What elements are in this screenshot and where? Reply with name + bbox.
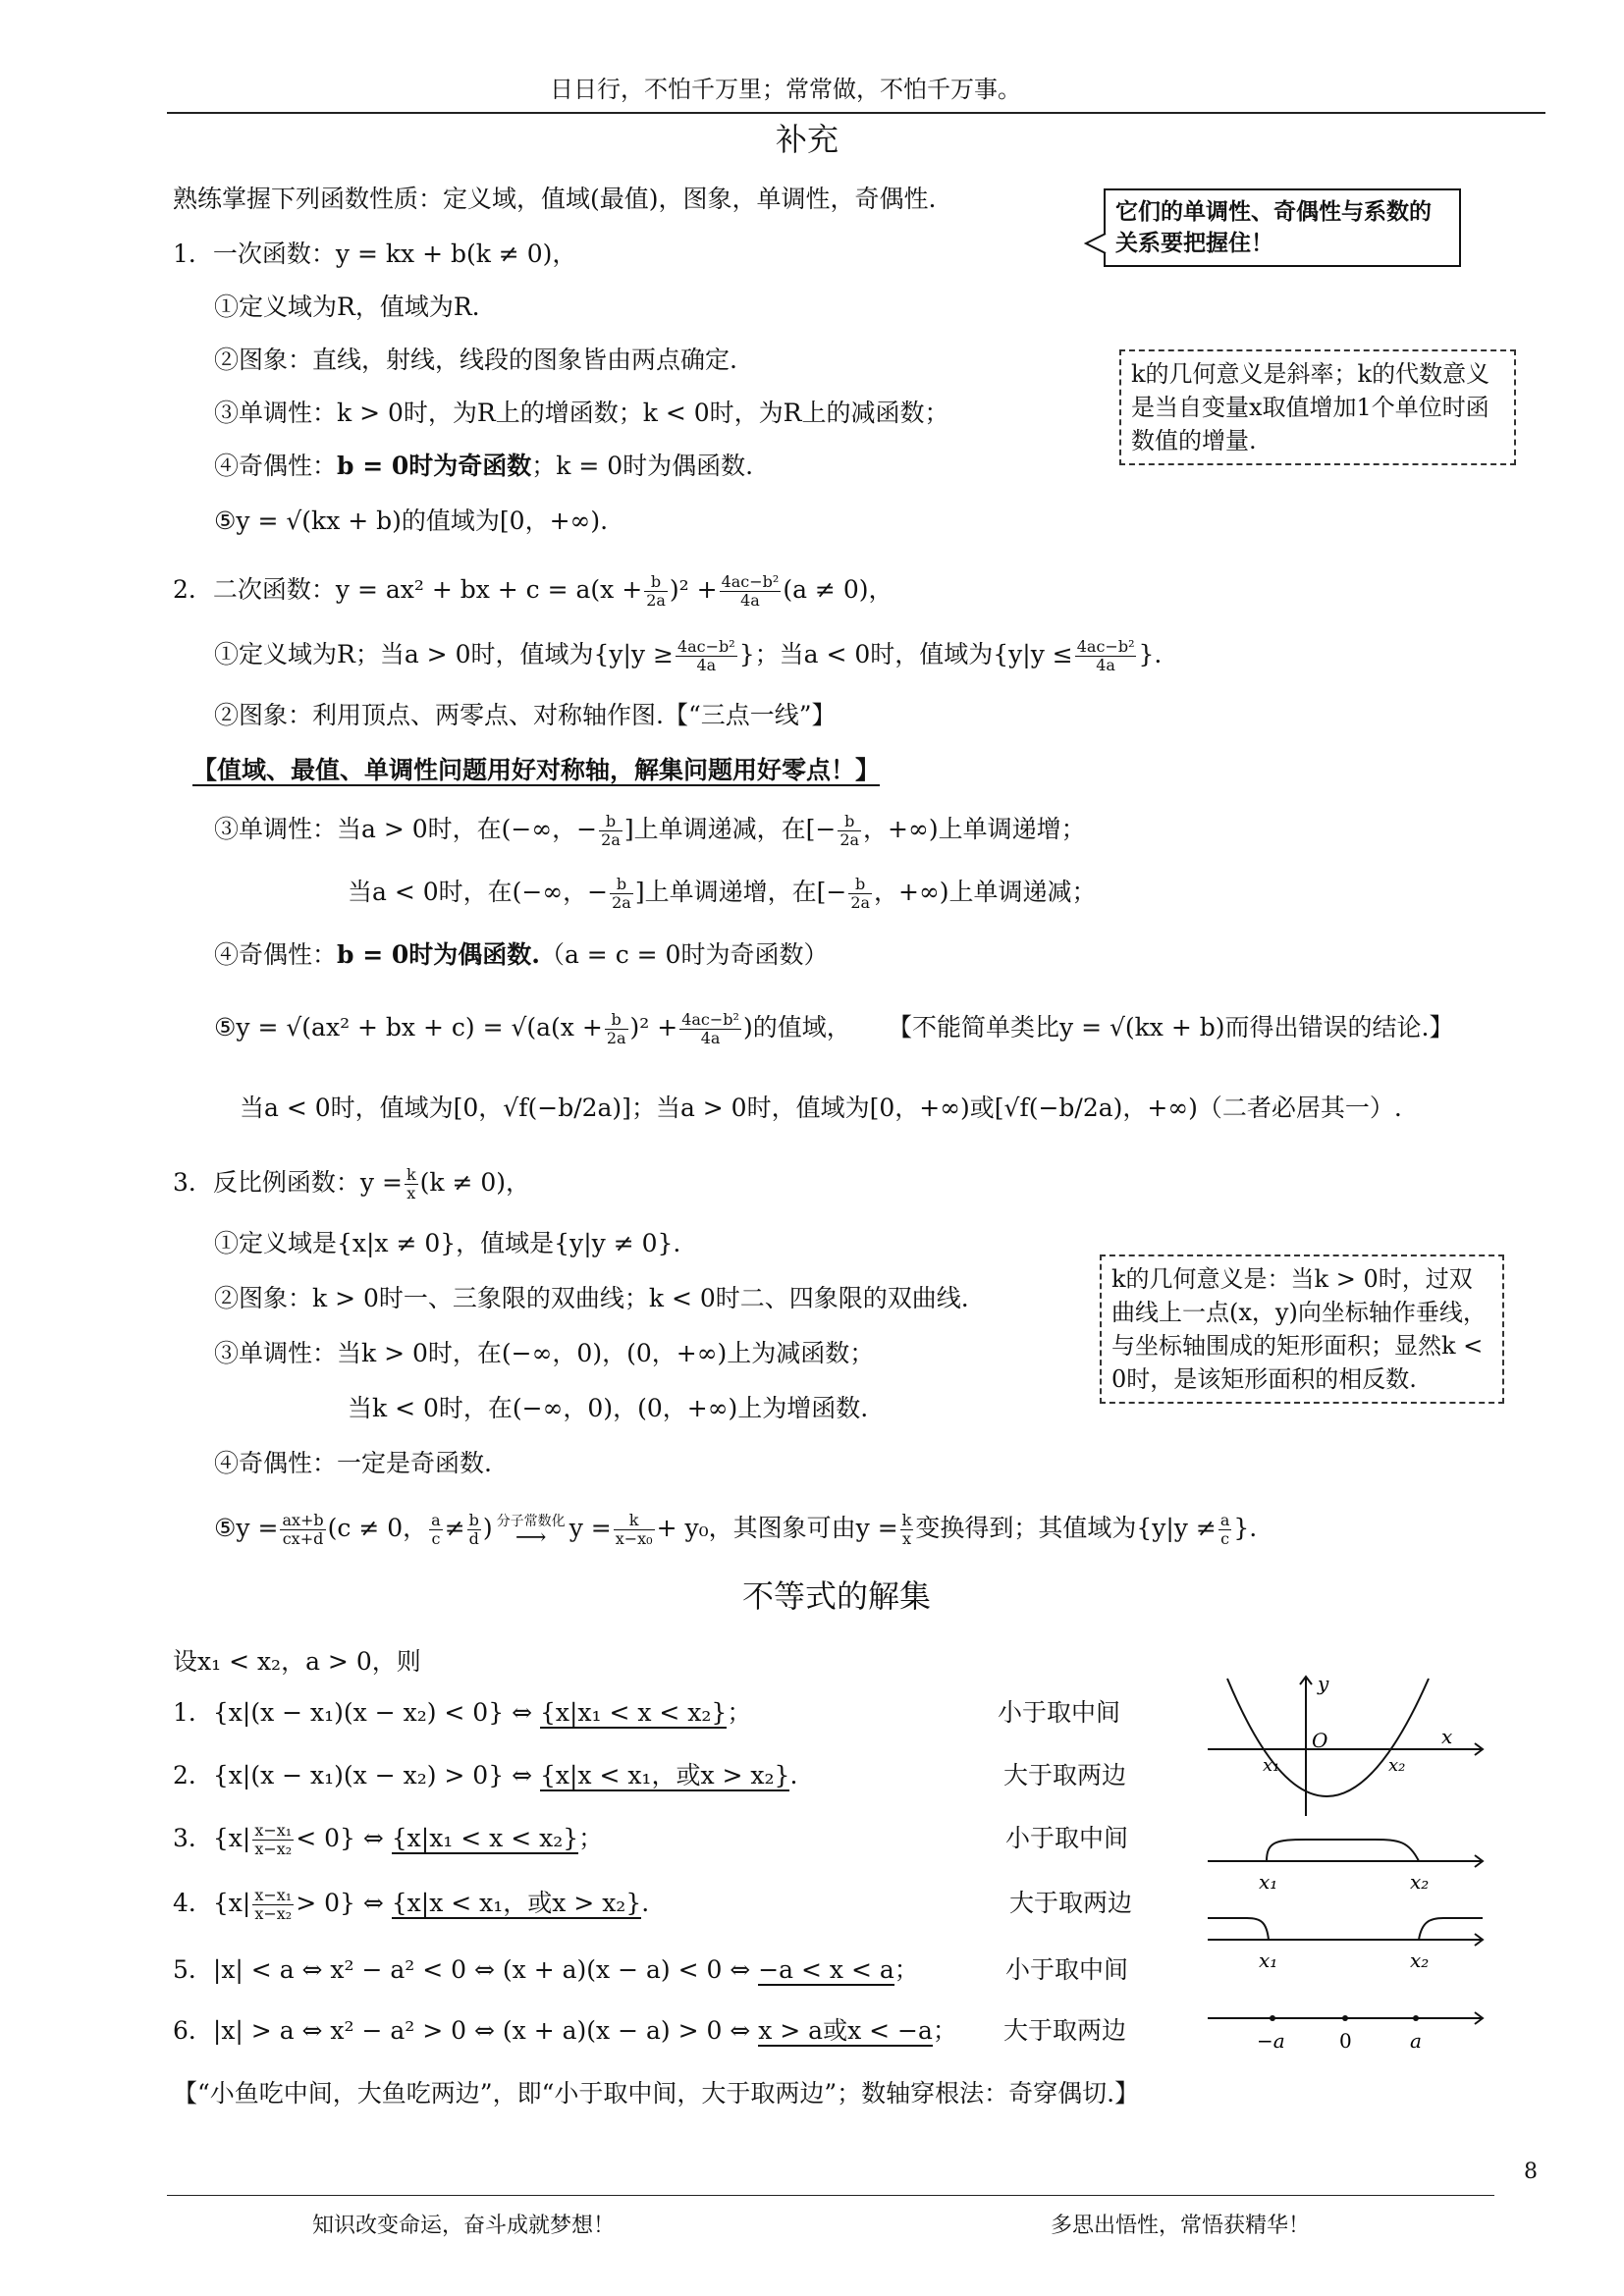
frac-disc-4a: $\frac{\text{4ac−b²}}{4a}$ <box>1076 637 1135 674</box>
origin-label: O <box>1312 1729 1328 1752</box>
ineq-row-2: 2．{x|(x − x₁)(x − x₂) > 0} ⇔ {x|x < x₁，或x > x₂}. <box>173 1761 798 1789</box>
header-rule <box>167 112 1545 114</box>
frac-disc-4a: $\frac{\text{4ac−b²}}{4a}$ <box>681 1010 739 1047</box>
frac-b-2a: $\frac{b}{2a}$ <box>850 875 871 912</box>
s3-mobius: ⑤y = $\frac{ax+b}{cx+d}$ (c ≠ 0， $\frac{a}{c}$ ≠ $\frac{b}{d}$ ) 分子常数化 ⟶ y = $\frac{k}{\text{x−x₀}}$ + y₀，其图象可由y = $\frac{k}{x}$ 变换得到；其值域为{y|y ≠ $\frac{a}{c}$ }. <box>214 1511 1258 1550</box>
ineq-tip-1: 小于取中间 <box>998 1698 1121 1727</box>
s2-head-a: 2．二次函数：y = ax² + bx + c = a(x + <box>173 575 643 604</box>
s2-head <box>173 573 893 610</box>
s2-graph: ②图象：利用顶点、两零点、对称轴作图.【“三点一线”】 <box>214 701 837 729</box>
s3-parity: ④奇偶性：一定是奇函数. <box>214 1449 492 1477</box>
footer-left: 知识改变命运，奋斗成就梦想！ <box>312 2214 616 2238</box>
s1-parity-odd: b = 0时为奇函数 <box>337 452 532 480</box>
ineq-tip-4: 大于取两边 <box>1009 1889 1133 1917</box>
s1-head: 1．一次函数：y = kx + b(k ≠ 0)， <box>173 240 577 268</box>
curve-right <box>1419 1918 1483 1940</box>
s3-note-box: k的几何意义是：当k > 0时，过双曲线上一点(x，y)向坐标轴作垂线，与坐标轴围成的矩形面积；显然k < 0时，是该矩形面积的相反数. <box>1100 1255 1504 1404</box>
frac-disc-4a: $\frac{\text{4ac−b²}}{4a}$ <box>677 637 735 674</box>
frac-b-2a: $\frac{b}{2a}$ <box>606 1010 626 1047</box>
s2-sqrt-range: ⑤y = √(ax² + bx + c) = √(a(x + $\frac{b}{2a}$ )² + $\frac{\text{4ac−b²}}{4a}$ )的值域， <box>214 1010 851 1047</box>
s2-range-cases: 当a < 0时，值域为[0，√f(−b/2a)]；当a > 0时，值域为[0，+∞)或[√f(−b/2a)，+∞)（二者必居其一）. <box>240 1094 1402 1122</box>
frac-b-2a: $\frac{b}{2a}$ <box>601 812 621 849</box>
ineq-row-5: 5．|x| < a ⇔ x² − a² < 0 ⇔ (x + a)(x − a) < 0 ⇔ −a < x < a； <box>173 1955 919 1984</box>
coefficient-callout: 它们的单调性、奇偶性与系数的关系要把握住！ <box>1104 188 1461 267</box>
label-x1: x₁ <box>1259 1870 1278 1894</box>
number-line-between <box>1198 1826 1492 1895</box>
frac-b-2a: $\frac{b}{2a}$ <box>646 572 666 610</box>
curve-left <box>1208 1918 1269 1940</box>
s3-monotonic-pos: ③单调性：当k > 0时，在(−∞，0)，(0，+∞)上为减函数； <box>214 1339 875 1367</box>
s2-monotonic-a-pos: ③单调性：当a > 0时，在(−∞，− $\frac{b}{2a}$ ]上单调递减，在[− $\frac{b}{2a}$ ，+∞)上单调递增； <box>214 812 1086 849</box>
ineq-row-6: 6．|x| > a ⇔ x² − a² > 0 ⇔ (x + a)(x − a) > 0 ⇔ x > a或x < −a； <box>173 2016 957 2045</box>
ineq-given: 设x₁ < x₂，a > 0，则 <box>173 1647 421 1676</box>
s1-sqrt-range: ⑤y = √(kx + b)的值域为[0，+∞). <box>214 507 609 535</box>
s3-monotonic-neg: 当k < 0时，在(−∞，0)，(0，+∞)上为增函数. <box>348 1394 869 1422</box>
s1-domain: ①定义域为R，值域为R. <box>214 293 480 321</box>
s2-sqrt-warning: 【不能简单类比y = √(kx + b)而得出错误的结论.】 <box>888 1013 1454 1041</box>
frac-disc-4a: $\frac{\text{4ac−b²}}{4a}$ <box>721 572 780 610</box>
label-neg-a: −a <box>1257 2029 1285 2053</box>
header-motto: 日日行，不怕千万里；常常做，不怕千万事。 <box>550 76 1021 103</box>
s2-emphasis: 【值域、最值、单调性问题用好对称轴，解集问题用好零点！】 <box>192 756 881 784</box>
label-x1: x₁ <box>1259 1949 1278 1972</box>
s1-monotonic: ③单调性：k > 0时，为R上的增函数；k < 0时，为R上的减函数； <box>214 399 949 427</box>
label-x2: x₂ <box>1410 1949 1430 1972</box>
page-title: 补充 <box>776 121 839 158</box>
callout-pointer <box>1084 232 1108 255</box>
page-number: 8 <box>1524 2160 1538 2184</box>
label-a: a <box>1410 2029 1422 2053</box>
frac-b-2a: $\frac{b}{2a}$ <box>612 875 631 912</box>
transform-arrow: 分子常数化 ⟶ <box>496 1513 566 1550</box>
s2-parity: ④奇偶性：b = 0时为偶函数.（a = c = 0时为奇函数） <box>214 940 829 969</box>
curve-between <box>1267 1840 1419 1861</box>
s3-head: 3．反比例函数：y = $\frac{k}{x}$ (k ≠ 0)， <box>173 1165 531 1202</box>
number-line-outside <box>1198 1904 1492 1973</box>
axis-label-y: y <box>1318 1672 1329 1695</box>
intro-text: 熟练掌握下列函数性质：定义域，值域(最值)，图象，单调性，奇偶性. <box>173 185 937 213</box>
s1-parity-even: ；k = 0时为偶函数. <box>531 452 754 480</box>
ineq-row-4: 4．{x| $\frac{\text{x−x₁}}{\text{x−x₂}}$ > 0} ⇔ {x|x < x₁，或x > x₂}. <box>173 1886 650 1923</box>
parabola-graph <box>1198 1669 1492 1826</box>
s3-domain: ①定义域是{x|x ≠ 0}，值域是{y|y ≠ 0}. <box>214 1229 681 1257</box>
s2-monotonic-a-neg: 当a < 0时，在(−∞，− $\frac{b}{2a}$ ]上单调递增，在[− $\frac{b}{2a}$ ，+∞)上单调递减； <box>348 875 1097 912</box>
label-x2: x₂ <box>1410 1870 1430 1894</box>
footer-right: 多思出悟性，常悟获精华！ <box>1051 2214 1311 2238</box>
ineq-tip-5: 小于取中间 <box>1005 1955 1129 1984</box>
number-line-abs <box>1198 2002 1492 2061</box>
parabola-curve <box>1227 1679 1429 1796</box>
frac-b-2a: $\frac{b}{2a}$ <box>839 812 860 849</box>
axis-label-x: x <box>1441 1725 1453 1748</box>
s3-graph: ②图象：k > 0时一、三象限的双曲线；k < 0时二、四象限的双曲线. <box>214 1284 969 1312</box>
ineq-row-3: 3．{x| $\frac{\text{x−x₁}}{\text{x−x₂}}$ < 0} ⇔ {x|x₁ < x < x₂}； <box>173 1821 604 1858</box>
root-x2: x₂ <box>1388 1755 1406 1776</box>
s1-graph: ②图象：直线，射线，线段的图象皆由两点确定. <box>214 346 737 374</box>
s2-head-c: (a ≠ 0)， <box>783 575 893 604</box>
label-zero: 0 <box>1339 2029 1352 2053</box>
ineq-tip-6: 大于取两边 <box>1003 2016 1127 2045</box>
s2-head-b: )² + <box>669 575 718 604</box>
ineq-title: 不等式的解集 <box>742 1577 932 1615</box>
s1-parity-label: ④奇偶性： <box>214 452 338 480</box>
ineq-row-1: 1．{x|(x − x₁)(x − x₂) < 0} ⇔ {x|x₁ < x < x₂}； <box>173 1698 752 1727</box>
s2-domain: ①定义域为R；当a > 0时，值域为{y|y ≥ $\frac{\text{4ac−b²}}{4a}$ }；当a < 0时，值域为{y|y ≤ $\frac{\text{4ac−b²}}{4a}$ }. <box>214 637 1163 674</box>
ineq-tip-3: 小于取中间 <box>1005 1824 1129 1852</box>
ineq-tip-2: 大于取两边 <box>1003 1761 1127 1789</box>
footer-rule <box>167 2195 1494 2196</box>
root-x1: x₁ <box>1263 1755 1280 1776</box>
frac-k-x: $\frac{k}{x}$ <box>406 1165 416 1202</box>
s1-parity <box>214 450 753 483</box>
s1-note-box: k的几何意义是斜率；k的代数意义是当自变量x取值增加1个单位时函数值的增量. <box>1119 349 1516 465</box>
ineq-summary: 【“小鱼吃中间，大鱼吃两边”，即“小于取中间，大于取两边”；数轴穿根法：奇穿偶切.】 <box>173 2079 1140 2108</box>
